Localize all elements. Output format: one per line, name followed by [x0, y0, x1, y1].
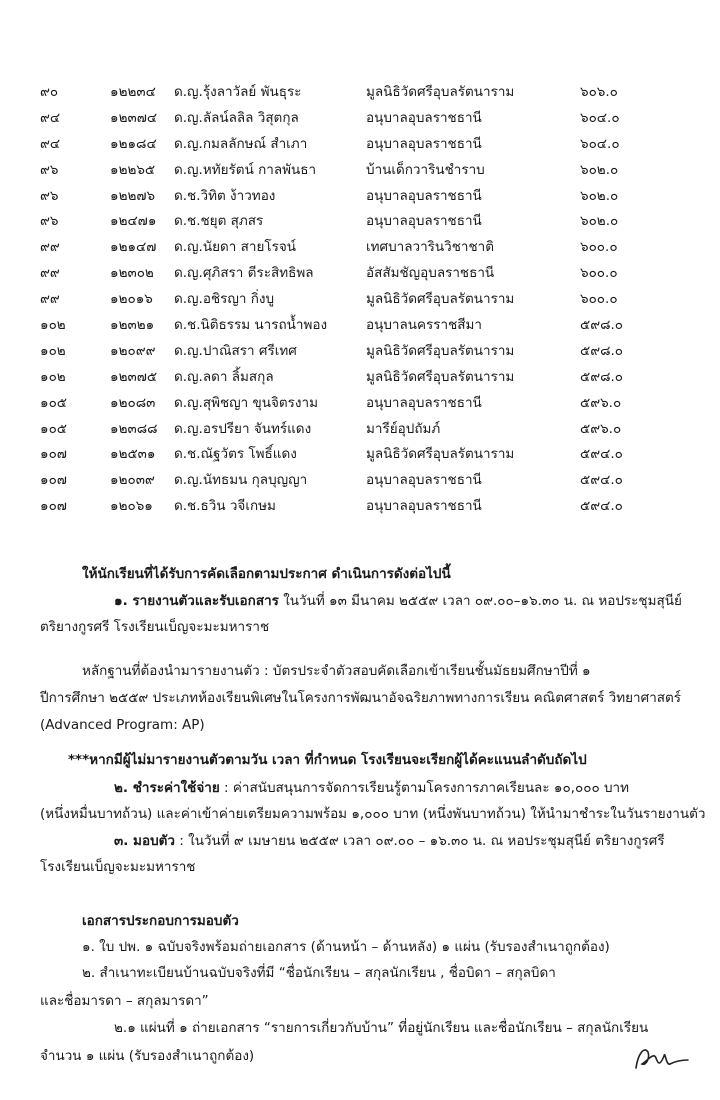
cell-school: อนุบาลอุบลราชธานี: [366, 187, 482, 204]
table-row: [40, 207, 670, 233]
cell-school: มูลนิธิวัดศรีอุบลรัตนาราม: [366, 446, 515, 463]
cell-rank: ๑๐๗: [40, 498, 67, 515]
step1-line1: [114, 590, 682, 612]
cell-rank: ๙๔: [40, 109, 61, 126]
cell-id: ๑๒๕๓๑: [110, 446, 156, 463]
cell-id: ๑๒๒๓๔: [110, 83, 156, 100]
step2-text: : ค่าสนับสนุนการจัดการเรียนรู้ตามโครงการภาคเรียนละ ๑๐,๐๐๐ บาท: [219, 780, 630, 796]
cell-school: อนุบาลอุบลราชธานี: [366, 394, 482, 411]
table-row: [40, 104, 670, 130]
table-row: [40, 389, 670, 415]
table-row: [40, 130, 670, 156]
cell-rank: ๙๔: [40, 135, 61, 152]
cell-id: ๑๒๐๙๙: [110, 342, 156, 359]
table-row: [40, 337, 670, 363]
cell-name: ด.ญ.ปาณิสรา ศรีเทศ: [174, 342, 297, 359]
table-row: [40, 440, 670, 466]
step3-line2: โรงเรียนเบ็ญจะมะมหาราช: [40, 859, 196, 875]
table-row: [40, 285, 670, 311]
table-row: [40, 156, 670, 182]
cell-rank: ๑๐๕: [40, 394, 68, 411]
cell-name: ด.ญ.อรปรียา จันทร์แดง: [174, 420, 312, 437]
cell-score: ๕๙๘.๐: [580, 316, 624, 333]
table-row: [40, 363, 670, 389]
cell-name: ด.ญ.ลดา ลิ้มสกุล: [174, 368, 274, 385]
cell-rank: ๙๙: [40, 291, 60, 308]
instructions-heading: ให้นักเรียนที่ได้รับการคัดเลือกตามประกาศ ดำเนินการดังต่อไปนี้: [82, 566, 451, 582]
cell-school: มูลนิธิวัดศรีอุบลรัตนาราม: [366, 342, 515, 359]
cell-score: ๕๙๔.๐: [580, 498, 623, 515]
cell-score: ๕๙๖.๐: [580, 420, 622, 437]
cell-name: ด.ช.ณัฐวัตร โพธิ์แดง: [174, 446, 297, 463]
cell-name: ด.ญ.สุพิชญา ขุนจิตรงาม: [174, 394, 318, 411]
documents-heading: เอกสารประกอบการมอบตัว: [82, 913, 239, 929]
documents-item2-line2: และชื่อมารดา – สกุลมารดา”: [40, 993, 209, 1009]
cell-school: อัสสัมชัญอุบลราชธานี: [366, 265, 495, 282]
cell-rank: ๙๖: [40, 213, 59, 230]
cell-id: ๑๒๓๒๑: [110, 316, 155, 333]
cell-school: มูลนิธิวัดศรีอุบลรัตนาราม: [366, 83, 515, 100]
results-table: [40, 78, 670, 518]
table-row: [40, 182, 670, 208]
cell-id: ๑๒๓๗๔: [110, 109, 158, 126]
cell-school: เทศบาลวารินวิชาชาติ: [366, 239, 494, 256]
cell-id: ๑๒๔๗๑: [110, 213, 157, 230]
cell-name: ด.ญ.กมลลักษณ์ สำเภา: [174, 135, 308, 152]
cell-rank: ๙๐: [40, 83, 59, 100]
cell-school: อนุบาลอุบลราชธานี: [366, 498, 482, 515]
cell-id: ๑๒๑๔๗: [110, 239, 157, 256]
cell-score: ๖๐๖.๐: [580, 83, 618, 100]
cell-score: ๖๐๐.๐: [580, 291, 618, 308]
warning-note: ***หากมีผู้ไม่มารายงานตัวตามวัน เวลา ที่กำหนด โรงเรียนจะเรียกผู้ได้คะแนนลำดับถัดไป: [68, 752, 587, 768]
step2-label: ๒. ชำระค่าใช้จ่าย: [114, 780, 220, 796]
cell-id: ๑๒๒๖๕: [110, 161, 156, 178]
cell-name: ด.ช.ชยุต สุภสร: [174, 213, 264, 230]
cell-score: ๕๙๘.๐: [580, 342, 624, 359]
cell-name: ด.ช.วิทิต ง้าวทอง: [174, 187, 276, 204]
documents-item1: ๑. ใบ ปพ. ๑ ฉบับจริงพร้อมถ่ายเอกสาร (ด้านหน้า – ด้านหลัง) ๑ แผ่น (รับรองสำเนาถูกต้อง): [82, 939, 610, 955]
step3-line1: [114, 830, 665, 852]
step2-line2: (หนึ่งหมื่นบาทถ้วน) และค่าเข้าค่ายเตรียมความพร้อม ๑,๐๐๐ บาท (หนึ่งพันบาทถ้วน) ให้นำมาชำระในวันรายงานตัว: [40, 806, 706, 822]
documents-item2-line1: ๒. สำเนาทะเบียนบ้านฉบับจริงที่มี “ชื่อนักเรียน – สกุลนักเรียน , ชื่อบิดา – สกุลบิดา: [82, 965, 556, 981]
cell-score: ๖๐๒.๐: [580, 187, 619, 204]
cell-school: อนุบาลอุบลราชธานี: [366, 213, 482, 230]
cell-id: ๑๒๓๘๘: [110, 420, 158, 437]
table-row: [40, 492, 670, 518]
step3-label: ๓. มอบตัว: [114, 833, 175, 849]
cell-school: มูลนิธิวัดศรีอุบลรัตนาราม: [366, 291, 515, 308]
cell-rank: ๑๐๕: [40, 420, 68, 437]
step1-line2: ตริยางกูรศรี โรงเรียนเบ็ญจะมะมหาราช: [40, 619, 270, 635]
cell-rank: ๑๐๗: [40, 446, 67, 463]
cell-score: ๕๙๖.๐: [580, 394, 622, 411]
cell-id: ๑๒๓๗๕: [110, 368, 158, 385]
cell-school: อนุบาลอุบลราชธานี: [366, 472, 482, 489]
table-row: [40, 415, 670, 441]
cell-name: ด.ญ.นัทธมน กุลบุญญา: [174, 472, 308, 489]
cell-name: ด.ญ.หทัยรัตน์ กาลพันธา: [174, 161, 317, 178]
cell-score: ๖๐๔.๐: [580, 109, 620, 126]
cell-score: ๕๙๘.๐: [580, 368, 624, 385]
table-row: [40, 466, 670, 492]
table-row: [40, 233, 670, 259]
cell-id: ๑๒๐๑๖: [110, 291, 153, 308]
table-row: [40, 311, 670, 337]
cell-id: ๑๒๓๐๒: [110, 265, 154, 282]
cell-rank: ๑๐๗: [40, 472, 67, 489]
step2-line1: [114, 777, 629, 799]
cell-name: ด.ญ.นัยดา สายโรจน์: [174, 239, 297, 256]
cell-name: ด.ช.ธวิน วจีเกษม: [174, 498, 276, 515]
cell-school: บ้านเด็กวารินชำราบ: [366, 161, 485, 178]
cell-name: ด.ญ.อชิรญา กิ่งบู: [174, 291, 275, 308]
cell-rank: ๑๐๒: [40, 368, 66, 385]
cell-school: มูลนิธิวัดศรีอุบลรัตนาราม: [366, 368, 515, 385]
cell-score: ๖๐๐.๐: [580, 265, 618, 282]
table-row: [40, 78, 670, 104]
step1-label: ๑. รายงานตัวและรับเอกสาร: [114, 593, 279, 609]
step3-text: : ในวันที่ ๙ เมษายน ๒๕๕๙ เวลา ๐๙.๐๐ – ๑๖.๓๐ น. ณ หอประชุมสุนีย์ ตริยางกูรศรี: [174, 833, 665, 849]
cell-rank: ๙๙: [40, 265, 60, 282]
cell-id: ๑๒๐๓๙: [110, 472, 155, 489]
cell-name: ด.ญ.รุ้งลาวัลย์ พันธุระ: [174, 83, 302, 100]
cell-score: ๖๐๐.๐: [580, 239, 618, 256]
documents-item21-line1: ๒.๑ แผ่นที่ ๑ ถ่ายเอกสาร “รายการเกี่ยวกับบ้าน” ที่อยู่นักเรียน และชื่อนักเรียน – สกุลนักเรียน: [114, 1020, 649, 1036]
cell-rank: ๙๖: [40, 161, 59, 178]
cell-rank: ๙๖: [40, 187, 59, 204]
cell-school: อนุบาลอุบลราชธานี: [366, 109, 482, 126]
cell-score: ๖๐๔.๐: [580, 135, 620, 152]
results-table-body: [40, 78, 670, 518]
cell-school: อนุบาลนครราชสีมา: [366, 316, 482, 333]
cell-score: ๕๙๔.๐: [580, 472, 623, 489]
step1-text: ในวันที่ ๑๓ มีนาคม ๒๕๕๙ เวลา ๐๙.๐๐–๑๖.๓๐ น. ณ หอประชุมสุนีย์: [278, 593, 682, 609]
evidence-line2: ปีการศึกษา ๒๕๕๙ ประเภทห้องเรียนพิเศษในโครงการพัฒนาอัจฉริยภาพทางการเรียน คณิตศาสตร์ วิทยาศาสตร์: [40, 690, 682, 706]
documents-item21-line2: จำนวน ๑ แผ่น (รับรองสำเนาถูกต้อง): [40, 1048, 255, 1064]
cell-id: ๑๒๐๖๑: [110, 498, 153, 515]
cell-score: ๕๙๔.๐: [580, 446, 623, 463]
cell-name: ด.ญ.ลัลน์ลลิล วิสุตกุล: [174, 109, 299, 126]
table-row: [40, 259, 670, 285]
cell-id: ๑๒๒๗๖: [110, 187, 156, 204]
cell-id: ๑๒๑๘๔: [110, 135, 157, 152]
cell-rank: ๑๐๒: [40, 316, 66, 333]
cell-school: อนุบาลอุบลราชธานี: [366, 135, 482, 152]
evidence-line3: (Advanced Program: AP): [40, 717, 205, 733]
cell-rank: ๙๙: [40, 239, 60, 256]
cell-name: ด.ญ.ศุภิสรา ตีระสิทธิพล: [174, 265, 314, 282]
cell-name: ด.ช.นิติธรรม นารถน้ำพอง: [174, 316, 328, 333]
handwritten-initials: [632, 1040, 692, 1074]
cell-rank: ๑๐๒: [40, 342, 66, 359]
cell-id: ๑๒๐๘๓: [110, 394, 156, 411]
cell-score: ๖๐๒.๐: [580, 213, 619, 230]
evidence-line1: หลักฐานที่ต้องนำมารายงานตัว : บัตรประจำตัวสอบคัดเลือกเข้าเรียนชั้นมัธยมศึกษาปีที่ ๑: [82, 663, 591, 679]
cell-school: มารีย์อุปถัมภ์: [366, 420, 441, 437]
cell-score: ๖๐๒.๐: [580, 161, 619, 178]
